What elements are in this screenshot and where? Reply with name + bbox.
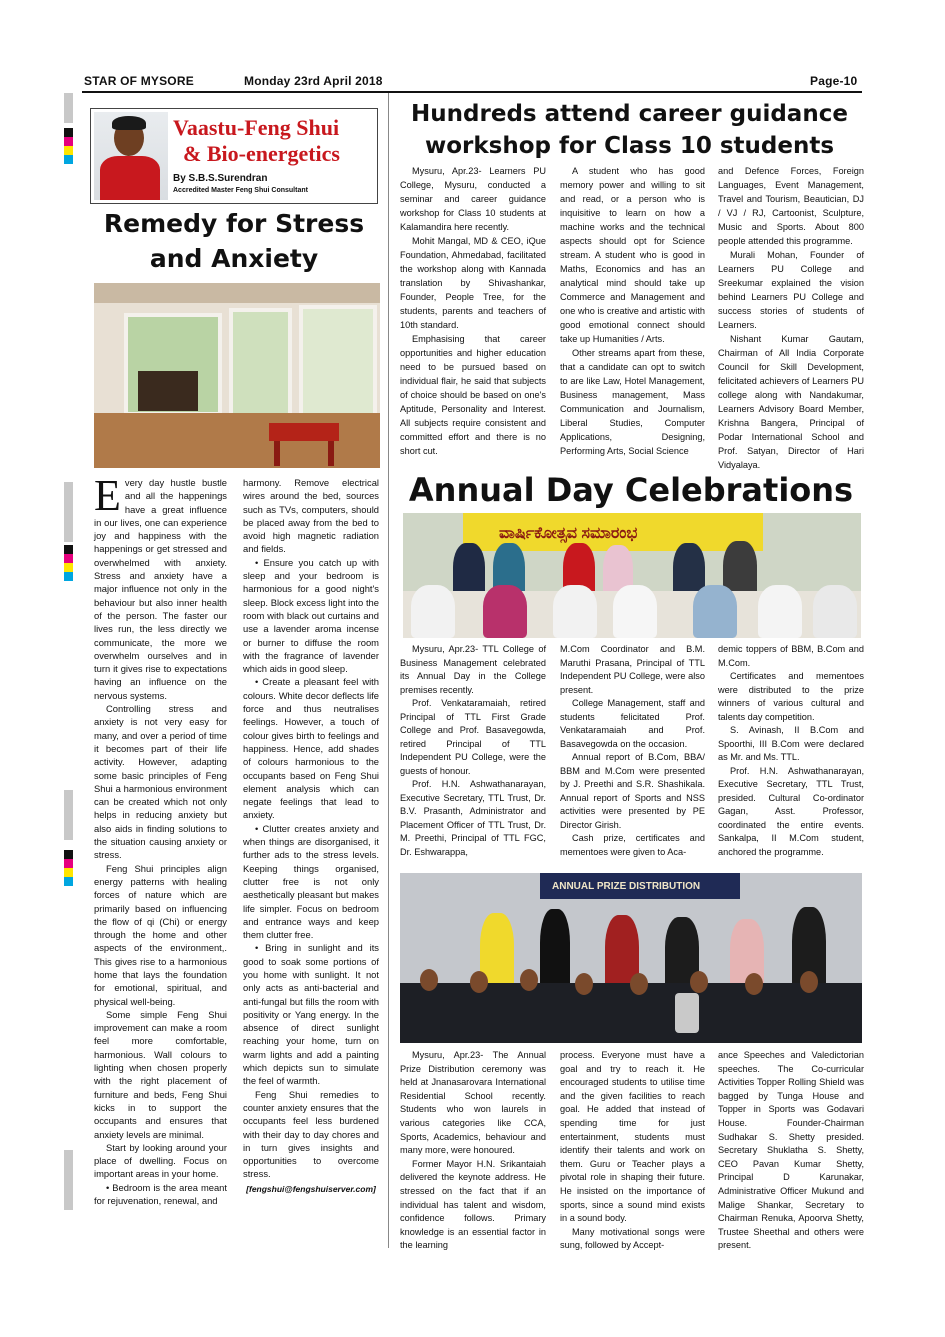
- paragraph: College Management, staff and students felicitated Prof. Venkataramaiah and Prof. Basavegowda on the occasion.: [560, 698, 705, 749]
- paragraph: and Defence Forces, Foreign Languages, Event Management, Travel and Tourism, Beautician, DJ / VJ / RJ, Cartoonist, Sculpture, Music and Sports. About 800 people attended this programme.: [718, 166, 864, 246]
- paragraph: Former Mayor H.N. Srikantaiah delivered the keynote address. He stressed on the fact that if an individual has talent and wisdom, confidence follows. Primary knowledge is an essential factor in the learning: [400, 1158, 546, 1251]
- paragraph: S. Avinash, II B.Com and Spoorthi, III B.Com were declared as Mr. and Ms. TTL.: [718, 725, 864, 762]
- stress-headline-line1: Remedy for Stress: [103, 209, 365, 238]
- annual-day-col2: [560, 643, 705, 859]
- paragraph: Cash prize, certificates and mementoes were given to Aca-: [560, 833, 705, 857]
- page-number: Page-10: [810, 74, 858, 88]
- registration-gray-left-1: [64, 93, 73, 123]
- annual-day-banner: ವಾರ್ಷಿಕೋತ್ಸವ ಸಮಾರಂಭ: [499, 525, 638, 542]
- prize-banner: ANNUAL PRIZE DISTRIBUTION: [552, 881, 701, 892]
- registration-colorbar-left-1: [64, 128, 73, 164]
- registration-colorbar-left-2: [64, 545, 73, 581]
- column-byline-sub: Accredited Master Feng Shui Consultant: [173, 187, 308, 194]
- paragraph: Prof. Venkataramaiah, retired Principal of TTL First Grade College and Prof. Basavegowda, retired Principal of TTL Independent PU College, were the guests of honour.: [400, 698, 546, 776]
- paragraph: Mysuru, Apr.23- Learners PU College, Mysuru, conducted a seminar and career guidance workshop for Class 10 students at Kalamandira here recently.: [400, 166, 546, 232]
- registration-gray-left-4: [64, 1150, 73, 1210]
- registration-gray-left-2: [64, 482, 73, 542]
- header-rule: [82, 91, 862, 93]
- paragraph: Start by looking around your place of dwelling. Focus on important areas in your home.: [94, 1141, 227, 1180]
- paragraph: Some simple Feng Shui improvement can make a room feel more comfortable, harmonious. Wall colours to lighting when chosen properly with the right placement of furniture and beds, Feng Shui kicks in to support the occupants and ensures that anxiety levels are minimal.: [94, 1008, 227, 1140]
- paragraph: Emphasising that career opportunities and higher education need to be pursued based on individual flair, he said that subjects of choice should be based on one's Aptitude, Personality and Interest. All subjects require consistent and committed effort and there is no short cut.: [400, 334, 546, 456]
- paragraph: process. Everyone must have a goal and try to reach it. He encouraged students to utilise time and the given facilities to reach goal. He added that instead of spending time for just entertainment, students must identify their talents and work on them. Guru or Teacher plays a pivotal role in shaping their future. He insisted on the importance of sports, since a sound mind exists in a sound body.: [560, 1050, 705, 1224]
- paragraph: Feng Shui remedies to counter anxiety ensures that the occupants feel less burdened with their day to day chores and in turn gives insights and opportunities to overcome stress.: [243, 1088, 379, 1180]
- columnist-photo: [94, 112, 168, 200]
- paragraph: M.Com Coordinator and B.M. Maruthi Prasana, Principal of TTL Independent PU College, were also present.: [560, 644, 705, 695]
- annual-day-headline: Annual Day Celebrations: [408, 471, 854, 509]
- paragraph: • Create a pleasant feel with colours. White decor deflects life force and thus neutralises feelings. However, a touch of colour gives birth to feelings and happiness. Hence, add shades of colours harmonious to the occupants based on Feng Shui element analysis which can negate feelings that lead to anxiety.: [243, 676, 379, 821]
- stress-headline-line2: and Anxiety: [149, 244, 319, 273]
- author-email: [fengshui@fengshuiserver.com]: [246, 1183, 376, 1194]
- prize-col2: [560, 1049, 705, 1253]
- stress-article-col1: [94, 471, 227, 1207]
- paragraph: Prof. H.N. Ashwathanarayan, Executive Secretary, TTL Trust, presided. Cultural Co-ordinator Gagan, Asst. Professor, coordinated the entire events. Sankalpa, II M.Com student, anchored the programme.: [718, 765, 864, 857]
- paragraph: Certificates and mementoes were distributed to the prize winners of various cultural and talents day competition.: [718, 671, 864, 722]
- career-article-col3: [718, 164, 864, 472]
- registration-gray-left-3: [64, 790, 73, 840]
- stress-article-col2: [243, 476, 379, 1196]
- paragraph: Many motivational songs were sung, followed by Accept-: [560, 1226, 705, 1251]
- paragraph: Nishant Kumar Gautam, Chairman of All India Corporate Council for Skill Development, felicitated achievers of Learners PU college along with Nandakumar, Learners Advisory Board Member, Krishna Bangera, Principal of Podar International School and Prof. Satyan, Director of Hari Vidyalaya.: [718, 334, 864, 470]
- annual-day-photo: [403, 513, 861, 638]
- career-headline-line1: Hundreds attend career guidance: [411, 101, 848, 127]
- annual-day-col1: [400, 643, 546, 859]
- career-article-col1: [400, 164, 546, 458]
- paragraph: • Bedroom is the area meant for rejuvenation, renewal, and: [94, 1181, 227, 1207]
- column-divider: [388, 93, 389, 1248]
- paragraph: Mysuru, Apr.23- TTL College of Business Management celebrated its Annual Day in the College premises recently.: [400, 644, 546, 695]
- paragraph: harmony. Remove electrical wires around the bed, sources such as TVs, computers, should be placed away from the bed to avoid high magnetic radiation and fields.: [243, 477, 379, 555]
- paper-name: STAR OF MYSORE: [84, 74, 194, 88]
- paragraph: • Bring in sunlight and its good to soak some portions of you home with sunlight. It not only acts as anti-bacterial and anti-fungal but fills the room with positivity or Yang energy. In the absence of direct sunlight reaching your home, turn on warm lights and add a painting which depicts sun to simulate the feel of warmth.: [243, 942, 379, 1087]
- career-article-col2: [560, 164, 705, 458]
- paragraph: Mysuru, Apr.23- The Annual Prize Distribution ceremony was held at Jnanasarovara International Residential School recently. Students who won laurels in various categories like CCA, Sports, Academics, behaviour and many more, were honoured.: [400, 1050, 546, 1156]
- annual-day-col3: [718, 643, 864, 859]
- paragraph: Mohit Mangal, MD & CEO, iQue Foundation, Ahmedabad, facilitated the workshop along with Kannada translation by Shivashankar, Founder, People Tree, for the students, parents and teachers of 10th standard.: [400, 236, 546, 330]
- paragraph: Prof. H.N. Ashwathanarayan, Executive Secretary, TTL Trust, Dr. B.V. Prasanth, Administrator and Placement Officer of TTL Trust, Dr. M. Preethi, Principal of TTL FGC, Dr. Eshwarappa,: [400, 779, 546, 857]
- dropcap-e: E: [94, 471, 121, 520]
- column-byline: By S.B.S.Surendran: [173, 173, 268, 184]
- paragraph: Murali Mohan, Founder of Learners PU College and Sreekumar explained the vision behind Learners PU College and success stories of students of Learners.: [718, 250, 864, 330]
- issue-date: Monday 23rd April 2018: [244, 74, 383, 88]
- column-title-line1: Vaastu-Feng Shui: [173, 115, 340, 140]
- career-headline-line2: workshop for Class 10 students: [424, 133, 835, 159]
- prize-col1: [400, 1049, 546, 1253]
- registration-colorbar-left-3: [64, 850, 73, 886]
- room-photo: [94, 283, 380, 468]
- paragraph: A student who has good memory power and willing to sit and read, or a person who is inquisitive to learn on how a machine works and the technical aspects should opt for Science stream. A student who is good in Maths, Economics and has an analytical mind should take up Commerce and Management and one who is creative and artistic with good emotional connect should take up Humanities / Arts.: [560, 166, 705, 344]
- paragraph: • Clutter creates anxiety and when things are disorganised, it further ads to the stress levels. Keeping things organised, clutter free is not only aesthetically pleasant but makes life simpler. Focus on bedroom and entrance ways and keep them clutter free.: [243, 822, 379, 941]
- paragraph: Feng Shui principles align energy patterns with healing forces of nature which are primarily based on influencing the flow of qi (Chi) or energy through the home and other aspects of the environment,. This gives rise to a harmonious home that lays the foundation for emotional, spiritual, and physical well-being.: [94, 862, 227, 1007]
- paragraph: • Ensure you catch up with sleep and your bedroom is harmonious for a good night's sleep. Block excess light into the room with black out curtains and use a lavender aroma incense or burner to diffuse the room with the fragrance of lavender which aids in good sleep.: [243, 556, 379, 675]
- paragraph: very day hustle bustle and all the happenings have a great influence in our lives, one can experience joy and happiness with the happenings or get stressed and overwhelmed with anxiety. Stress and anxiety have a major influence not only in the behaviour but also inner health of the person. The faster our lives run, the less directly we communicate, the more we overwhelm ourselves and in turn it gives rise to expectations having an influence on the nervous systems.: [94, 477, 227, 701]
- paragraph: demic toppers of BBM, B.Com and M.Com.: [718, 644, 864, 668]
- paragraph: Other streams apart from these, that a candidate can opt to switch to are like Law, Hotel Management, Business management, Mass Communication and Journalism, Liberal Studies, Computer Applications, Designing, Performing Arts, Social Science: [560, 348, 705, 456]
- paragraph: Annual report of B.Com, BBA/ BBM and M.Com were presented by J. Preethi and S.R. Shashikala. Annual report of Sports and NSS activities were presented by PE Director Girish.: [560, 752, 705, 830]
- column-title-line2: & Bio-energetics: [183, 141, 340, 166]
- prize-distribution-photo: [400, 873, 862, 1043]
- column-box: [90, 108, 378, 204]
- paragraph: ance Speeches and Valedictorian speeches. The Co-curricular Activities Topper Rolling Shield was bagged by Tunga House and Topper in Sports was Godavari House. Founder-Chairman Sudhakar S. Shetty presided. Secretary Shuklatha S. Shetty, CEO Pavan Kumar Shetty, Principal D Karunakar, Administrative Officer Mukund and Malige Shankar, Secretary to Chairman Renuka, Apoorva Shetty, Trustee Sheethal and others were present.: [718, 1050, 864, 1251]
- paragraph: Controlling stress and anxiety is not very easy for many, and over a period of time it becomes part of their life activity. However, adapting some basic principles of Feng Shui a harmonious environment can be created which not only helps in reducing anxiety but also aids in finding solutions to the situation causing anxiety or stress.: [94, 703, 227, 861]
- prize-col3: [718, 1049, 864, 1253]
